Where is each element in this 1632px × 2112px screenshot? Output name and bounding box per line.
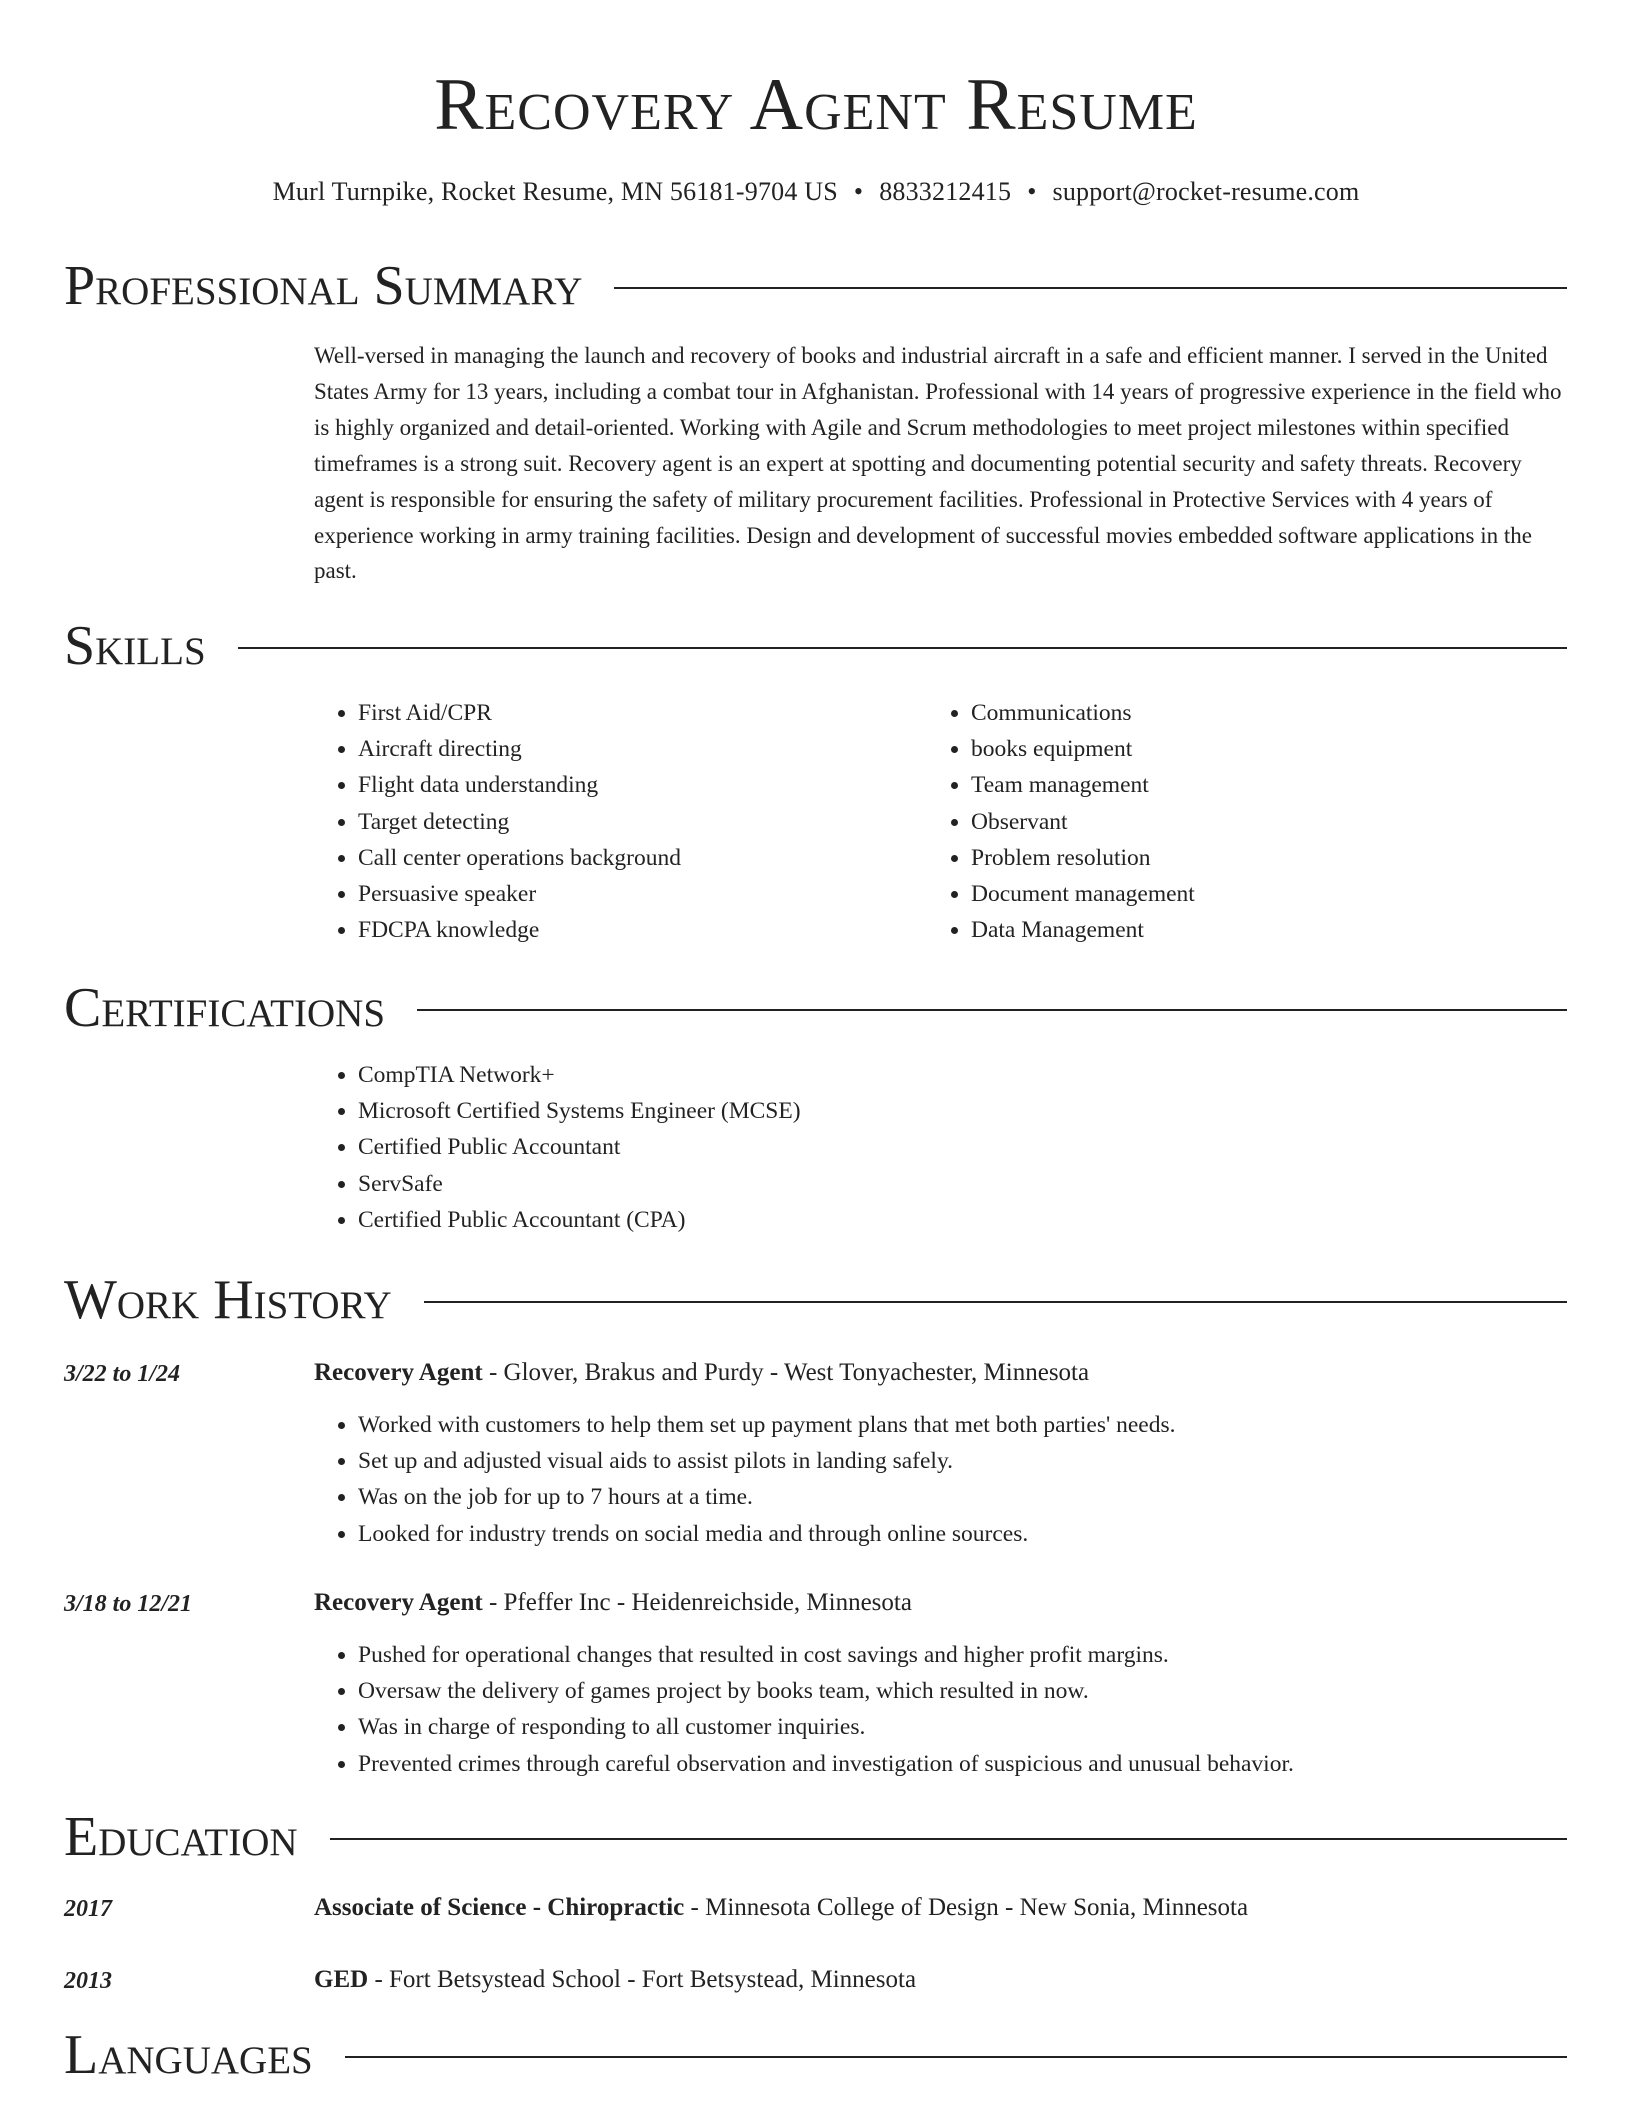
certifications-list [314,1057,1558,1238]
job-dates: 3/18 to 12/21 [64,1591,193,1617]
job-bullets [314,1637,1608,1782]
section-divider [238,647,1567,649]
certification-item: • CompTIA Network+ [358,1057,1558,1093]
section-skills [64,613,1567,679]
job-bullet: • Oversaw the delivery of games project by books team, which resulted in now. [358,1673,1608,1709]
job-heading [314,1585,912,1621]
job-title: Recovery Agent [314,1359,483,1386]
skill-item: • Communications [971,695,1531,731]
section-heading: Certifications [64,977,386,1039]
resume-title: Recovery Agent Resume [434,64,1198,146]
education-degree: GED [314,1966,369,1993]
contact-email[interactable]: support@rocket-resume.com [1052,177,1360,206]
contact-address: Murl Turnpike, Rocket Resume, MN 56181-9704 US [272,177,838,206]
section-languages [64,2022,1567,2088]
skills-list-right [927,695,1531,948]
section-certifications [64,975,1567,1041]
section-divider [614,287,1567,289]
section-divider [424,1301,1567,1303]
job-dates: 3/22 to 1/24 [64,1361,181,1387]
job-details: - Pfeffer Inc - Heidenreichside, Minnesota [482,1589,912,1616]
contact-phone: 8833212415 [879,177,1012,206]
skill-item: • Persuasive speaker [358,876,918,912]
job-bullet: • Worked with customers to help them set up payment plans that met both parties' needs. [358,1407,1608,1443]
job-bullet: • Was on the job for up to 7 hours at a time. [358,1479,1608,1515]
education-entry [314,1890,1248,1926]
section-divider [330,1838,1567,1840]
job-bullets [314,1407,1608,1552]
job-bullet: • Set up and adjusted visual aids to assist pilots in landing safely. [358,1443,1608,1479]
job-bullet: • Prevented crimes through careful observation and investigation of suspicious and unusual behavior. [358,1746,1608,1782]
section-education [64,1804,1567,1870]
job-bullet: • Was in charge of responding to all customer inquiries. [358,1709,1608,1745]
skills-list-left [314,695,918,948]
section-heading: Professional Summary [64,255,583,317]
certification-item: • Microsoft Certified Systems Engineer (MCSE) [358,1093,1558,1129]
education-entry [314,1962,916,1998]
job-heading [314,1355,1089,1391]
education-year: 2013 [64,1968,112,1994]
section-heading: Work History [64,1269,392,1331]
skill-item: • FDCPA knowledge [358,912,918,948]
job-details: - Glover, Brakus and Purdy - West Tonyachester, Minnesota [482,1359,1090,1386]
section-work-history [64,1267,1567,1333]
job-bullet: • Looked for industry trends on social media and through online sources. [358,1516,1608,1552]
skill-item: • Aircraft directing [358,731,918,767]
skill-item: • Call center operations background [358,840,918,876]
skill-item: • Team management [971,767,1531,803]
skill-item: • Document management [971,876,1531,912]
section-professional-summary [64,253,1567,319]
skill-item: • books equipment [971,731,1531,767]
contact-separator: • [853,177,864,206]
certification-item: • Certified Public Accountant [358,1129,1558,1165]
section-divider [345,2056,1567,2058]
contact-line [0,174,1632,210]
job-title: Recovery Agent [314,1589,483,1616]
skill-item: • Target detecting [358,804,918,840]
summary-paragraph: Well-versed in managing the launch and recovery of books and industrial aircraft in a safe and efficient manner. I served in the United States Army for 13 years, including a combat tour in Afghanistan. Professional with 14 years of progressive experience in the field who is highly organized and detail-oriented. Working with Agile and Scrum methodologies to meet project milestones within specified timeframes is a strong suit. Recovery agent is an expert at spotting and documenting potential security and safety threats. Recovery agent is responsible for ensuring the safety of military procurement facilities. Professional in Protective Services with 4 years of experience working in army training facilities. Design and development of successful movies embedded software applications in the past. [314,343,1562,584]
certification-item: • ServSafe [358,1166,1558,1202]
skill-item: • Problem resolution [971,840,1531,876]
skill-item: • Flight data understanding [358,767,918,803]
section-heading: Skills [64,615,206,677]
job-bullet: • Pushed for operational changes that resulted in cost savings and higher profit margins. [358,1637,1608,1673]
education-degree: Associate of Science - Chiropractic [314,1894,685,1921]
skill-item: • Observant [971,804,1531,840]
education-details: - Minnesota College of Design - New Sonia, Minnesota [684,1894,1249,1921]
education-details: - Fort Betsystead School - Fort Betsystead, Minnesota [368,1966,917,1993]
section-heading: Languages [64,2024,313,2086]
section-heading: Education [64,1806,298,1868]
skill-item: • Data Management [971,912,1531,948]
certification-item: • Certified Public Accountant (CPA) [358,1202,1558,1238]
section-divider [417,1009,1567,1011]
skill-item: • First Aid/CPR [358,695,918,731]
education-year: 2017 [64,1896,112,1922]
contact-separator: • [1027,177,1037,206]
